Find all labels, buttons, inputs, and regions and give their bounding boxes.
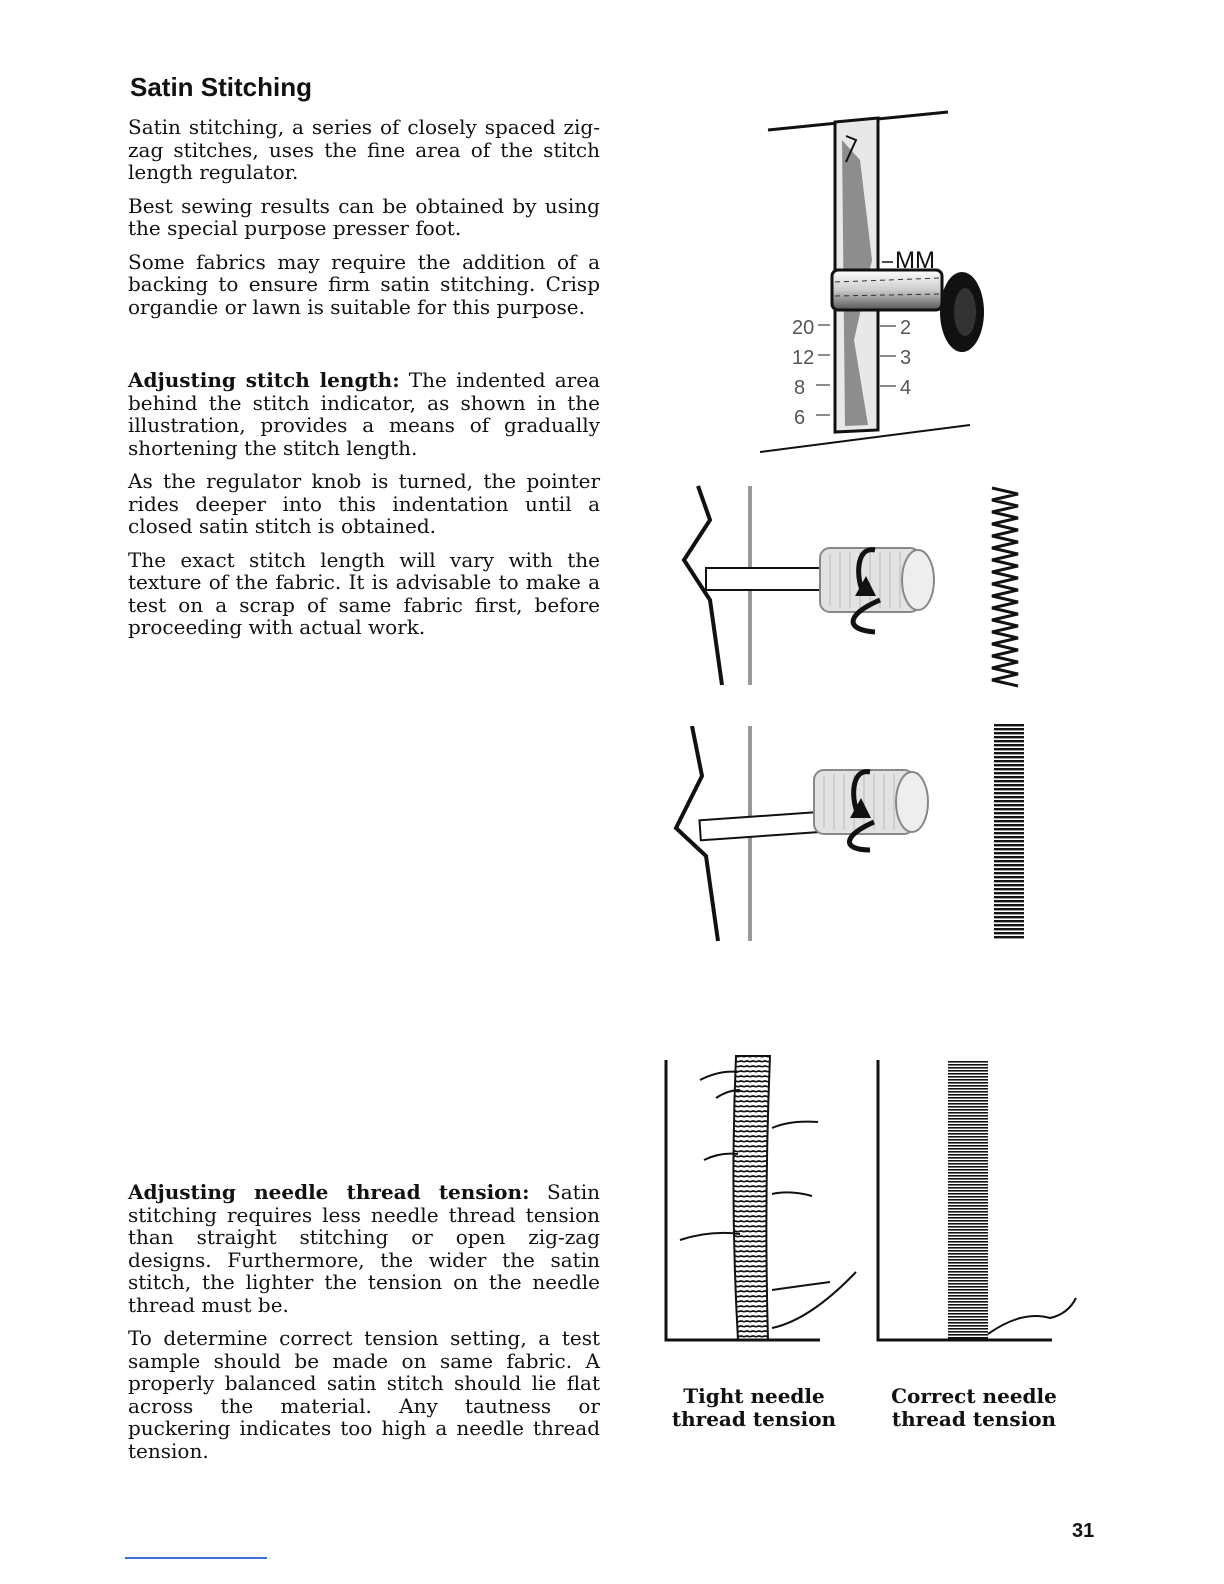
intro-section <box>128 116 600 329</box>
tension-paragraph: To determine correct tension setting, a test sample should be made on same fabric. A properly balanced satin stitch should lie flat across the material. Any tautness or puckering indicates too high a needle thread tension. <box>128 1326 600 1463</box>
tension-lead: Adjusting needle thread tension: <box>128 1180 530 1204</box>
stitch-length-lead: Adjusting stitch length: <box>128 368 400 392</box>
mm-unit-label: MM <box>895 247 935 274</box>
caption-line: thread tension <box>891 1407 1057 1431</box>
tight-tension-caption <box>654 1385 854 1431</box>
tight-tension-sample <box>660 1050 870 1350</box>
regulator-illustration <box>750 100 1000 460</box>
caption-line: thread tension <box>671 1407 837 1431</box>
right-scale-label: 4 <box>900 377 912 399</box>
intro-paragraph: Satin stitching, a series of closely spaced zig-zag stitches, uses the fine area of the stitch length regulator. <box>128 115 600 184</box>
knob-closed-illustration <box>670 726 960 946</box>
puckered-stitch <box>733 1056 770 1340</box>
stitch-length-text: The indented area behind the stitch indicator, as shown in the illustration, provides a means of gradually shortening the stitch length. <box>128 368 600 460</box>
page-title: Satin Stitching <box>130 72 312 102</box>
knob-shaft <box>832 270 942 310</box>
stitch-length-paragraph <box>128 369 600 459</box>
indicator-bar <box>699 812 824 841</box>
indicator-bar <box>706 568 836 590</box>
left-scale-label: 12 <box>792 347 815 369</box>
intro-paragraph: Some fabrics may require the addition of a backing to ensure firm satin stitching. Crisp organdie or lawn is suitable for this purpose. <box>128 249 600 319</box>
stitch-length-paragraph: The exact stitch length will vary with the texture of the fabric. It is advisable to make a test on a scrap of same fabric first, before proceeding with actual work. <box>128 547 600 639</box>
tension-paragraph <box>128 1181 600 1316</box>
tension-section <box>128 1181 600 1473</box>
correct-tension-caption <box>874 1385 1074 1431</box>
caption-line: Tight needle <box>683 1384 825 1408</box>
flat-stitch <box>948 1060 988 1340</box>
right-scale-label: 2 <box>900 317 912 339</box>
stitch-length-section <box>128 369 600 650</box>
left-scale-label: 20 <box>792 317 815 339</box>
left-scale-label: 6 <box>794 407 806 429</box>
intro-paragraph: Best sewing results can be obtained by using the special purpose presser foot. <box>128 193 600 240</box>
satin-stitch-sample <box>990 724 1030 944</box>
zigzag-sample <box>988 484 1024 690</box>
stitch-length-paragraph: As the regulator knob is turned, the pointer rides deeper into this indentation until a closed satin stitch is obtained. <box>128 469 600 538</box>
page-number: 31 <box>1072 1520 1095 1542</box>
footer-rule <box>125 1557 267 1559</box>
caption-line: Correct needle <box>891 1384 1057 1408</box>
right-scale-label: 3 <box>900 347 912 369</box>
tension-text: Satin stitching requires less needle thread tension than straight stitching or open zig-zag designs. Furthermore, the wider the satin stitch, the lighter the tension on the needle thread must be. <box>128 1180 600 1317</box>
left-scale-label: 8 <box>794 377 806 399</box>
correct-tension-sample <box>872 1052 1082 1352</box>
knob-open-illustration <box>670 480 960 690</box>
